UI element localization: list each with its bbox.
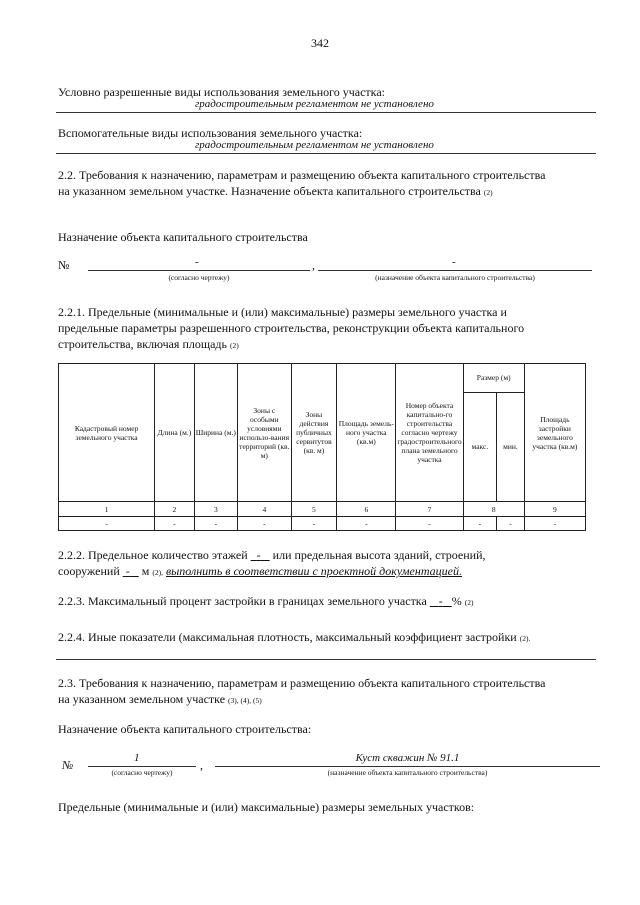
header-servitude-zones: Зоны действия публичных сервитутов (кв. м) xyxy=(291,364,337,502)
index-cell: 9 xyxy=(524,502,585,516)
height-value: - xyxy=(125,564,130,578)
data-cell: - xyxy=(59,516,155,530)
header-built-area: Площадь застройки земельного участка (кв.м) xyxy=(524,364,585,502)
data-cell: - xyxy=(194,516,238,530)
purpose-caption: (назначение объекта капитального строительства) xyxy=(375,273,535,282)
divider xyxy=(56,153,596,154)
index-cell: 2 xyxy=(155,502,194,516)
section-2-2-1-line1: 2.2.1. Предельные (минимальные и (или) максимальные) размеры земельного участка и xyxy=(58,305,507,319)
auxiliary-uses-label: Вспомогательные виды использования земельного участка: xyxy=(58,126,363,140)
section-2-2-4: 2.2.4. Иные показатели (максимальная плотность, максимальный коэффициент застройки (2). xyxy=(58,630,531,644)
number-underline xyxy=(88,270,310,271)
auxiliary-uses-value: градостроительным регламентом не установлено xyxy=(195,139,434,151)
purpose-heading-2: Назначение объекта капитального строительства: xyxy=(58,722,312,736)
data-cell: - xyxy=(291,516,337,530)
coverage-value: - xyxy=(438,594,443,608)
parameters-table xyxy=(58,363,586,531)
data-cell: - xyxy=(524,516,585,530)
section-2-2-line1: 2.2. Требования к назначению, параметрам и размещению объекта капитального строительства xyxy=(58,168,546,182)
section-2-2-2-line1: 2.2.2. Предельное количество этажей - или предельная высота зданий, строений, xyxy=(58,548,486,562)
section-2-3-line2: на указанном земельном участке (3), (4), (5) xyxy=(58,692,262,706)
header-length: Длина (м.) xyxy=(155,364,194,502)
data-cell: - xyxy=(463,516,497,530)
header-size-max: макс. xyxy=(463,392,497,502)
index-cell: 4 xyxy=(238,502,292,516)
index-cell: 6 xyxy=(337,502,396,516)
number-sign: № xyxy=(62,758,74,772)
footnote-ref: (2) xyxy=(230,341,239,350)
conditional-uses-value: градостроительным регламентом не установлено xyxy=(195,98,434,110)
section-2-2-1-line3: строительства, включая площадь (2) xyxy=(58,337,239,351)
footnote-ref: (2) xyxy=(483,188,493,197)
floors-value: - xyxy=(256,548,261,562)
header-object-number: Номер объекта капитально-го строительства согласно чертежу градостроительного плана земельного участка xyxy=(396,364,463,502)
divider xyxy=(56,112,596,113)
data-cell: - xyxy=(155,516,194,530)
page-number: 342 xyxy=(311,36,329,50)
footnote-ref: (2) xyxy=(464,598,474,607)
number-sign: № xyxy=(58,258,70,272)
header-area: Площадь земель-ного участка (кв.м) xyxy=(337,364,396,502)
index-cell: 7 xyxy=(396,502,463,516)
footnote-ref: (2). xyxy=(519,634,531,643)
instruction-text: выполнить в соответствии с проектной документацией. xyxy=(165,564,462,578)
header-cadastral: Кадастровый номер земельного участка xyxy=(59,364,155,502)
purpose-underline xyxy=(318,270,592,271)
conditional-uses-label: Условно разрешенные виды использования земельного участка: xyxy=(58,85,385,99)
footnote-ref: (3), (4), (5) xyxy=(228,696,262,705)
number-caption: (согласно чертежу) xyxy=(168,273,230,282)
object-purpose-value: - xyxy=(452,256,456,268)
object-purpose-value: Куст скважин № 91.1 xyxy=(355,752,460,764)
divider xyxy=(56,659,596,660)
header-width: Ширина (м.) xyxy=(194,364,238,502)
section-2-2-line2: на указанном земельном участке. Назначение объекта капитального строительства (2) xyxy=(58,184,493,198)
section-2-2-3: 2.2.3. Максимальный процент застройки в границах земельного участка - % (2) xyxy=(58,594,474,608)
limit-sizes-text: Предельные (минимальные и (или) максимальные) размеры земельных участков: xyxy=(58,800,475,814)
object-number-value: 1 xyxy=(134,752,140,764)
section-2-3-line1: 2.3. Требования к назначению, параметрам и размещению объекта капитального строительства xyxy=(58,676,546,690)
number-caption: (согласно чертежу) xyxy=(111,768,173,777)
index-cell: 3 xyxy=(194,502,238,516)
purpose-heading-1: Назначение объекта капитального строительства xyxy=(58,230,308,244)
footnote-ref: (2), xyxy=(152,568,163,577)
purpose-underline xyxy=(215,766,600,767)
header-size-min: мин. xyxy=(497,392,525,502)
object-number-value: - xyxy=(195,256,199,268)
data-cell: - xyxy=(238,516,292,530)
section-2-2-1-line2: предельные параметры разрешенного строительства, реконструкции объекта капитального xyxy=(58,321,525,335)
section-2-2-2-line2: сооружений - м (2), выполнить в соответствии с проектной документацией. xyxy=(58,564,462,578)
header-special-zones: Зоны с особыми условиями использо-вания территорий (кв. м) xyxy=(238,364,292,502)
index-cell: 8 xyxy=(463,502,524,516)
data-cell: - xyxy=(497,516,525,530)
data-cell: - xyxy=(337,516,396,530)
purpose-caption: (назначение объекта капитального строительства) xyxy=(327,768,488,777)
index-cell: 1 xyxy=(59,502,155,516)
index-cell: 5 xyxy=(291,502,337,516)
data-cell: - xyxy=(396,516,463,530)
header-size-group: Размер (м) xyxy=(463,364,524,393)
number-underline xyxy=(88,766,196,767)
